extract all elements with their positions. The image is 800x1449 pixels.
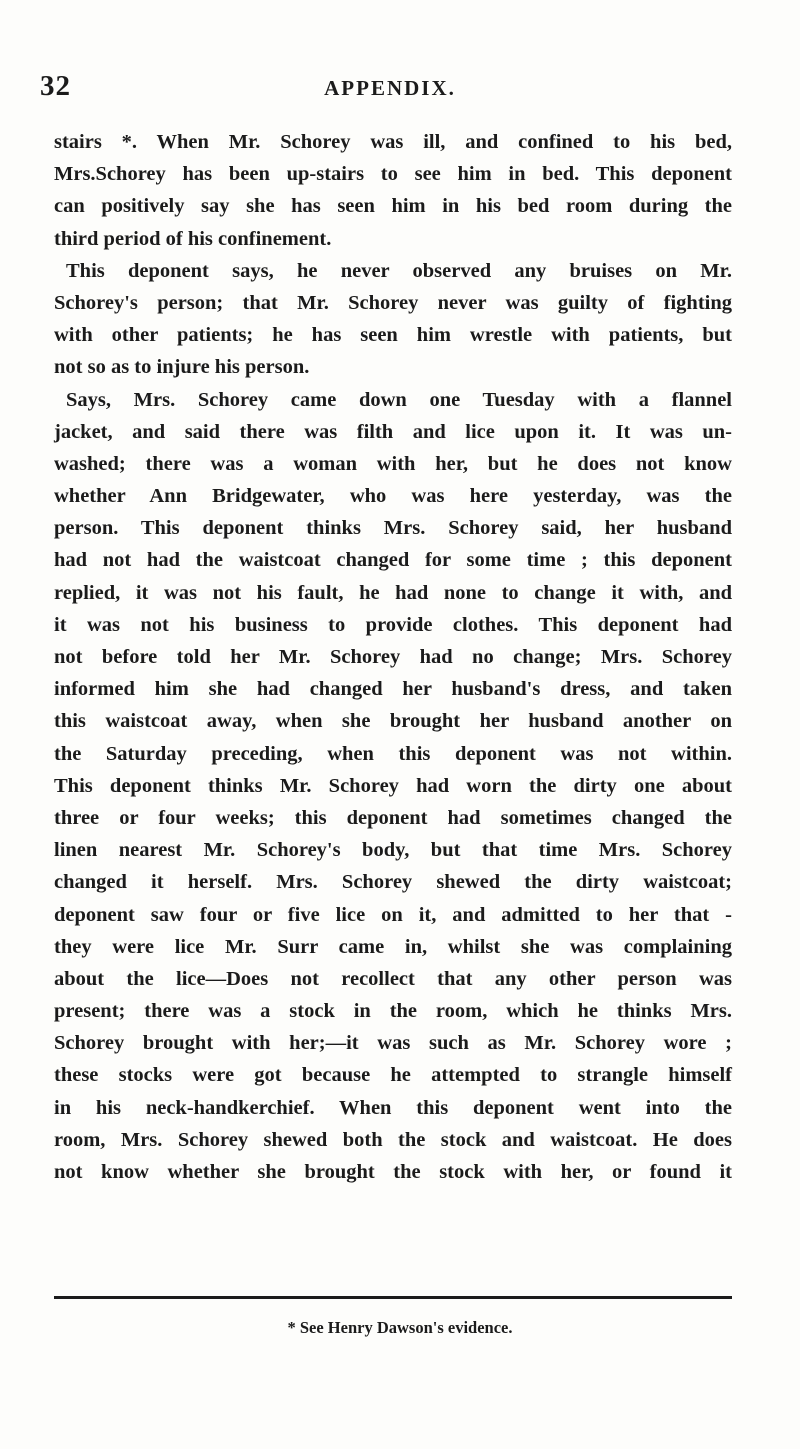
text-line: jacket, and said there was filth and lice upon it. It was un- [54,420,732,443]
text-line: deponent saw four or five lice on it, and admitted to her that - [54,903,732,926]
text-line: present; there was a stock in the room, which he thinks Mrs. [54,1000,732,1023]
text-line: replied, it was not his fault, he had none to change it with, and [54,581,732,604]
body-text [54,126,732,1188]
text-line: washed; there was a woman with her, but he does not know [54,452,732,475]
text-line: in his neck-handkerchief. When this deponent went into the [54,1096,732,1119]
text-line: Schorey brought with her;—it was such as Mr. Schorey wore ; [54,1032,732,1055]
text-line: this waistcoat away, when she brought her husband another on [54,710,732,733]
text-line: had not had the waistcoat changed for some time ; this deponent [54,549,732,572]
text-line: third period of his confinement. [54,227,332,250]
text-line: room, Mrs. Schorey shewed both the stock and waistcoat. He does [54,1128,732,1151]
text-line: This deponent thinks Mr. Schorey had worn the dirty one about [54,774,732,797]
page-header [40,70,740,110]
text-line: about the lice—Does not recollect that any other person was [54,967,732,990]
text-line: changed it herself. Mrs. Schorey shewed the dirty waistcoat; [54,871,732,894]
running-head: APPENDIX. [324,76,456,100]
text-line: they were lice Mr. Surr came in, whilst she was complaining [54,935,732,958]
text-line: with other patients; he has seen him wrestle with patients, but [54,324,732,347]
text-line: person. This deponent thinks Mrs. Schorey said, her husband [54,517,732,540]
text-line: not so as to injure his person. [54,356,310,379]
footnote: * See Henry Dawson's evidence. [287,1318,513,1337]
text-line: these stocks were got because he attempted to strangle himself [54,1064,732,1087]
text-line: it was not his business to provide clothes. This deponent had [54,613,732,636]
page-number: 32 [40,70,71,102]
text-line: stairs *. When Mr. Schorey was ill, and confined to his bed, [54,131,732,153]
text-line: linen nearest Mr. Schorey's body, but that time Mrs. Schorey [54,839,732,862]
text-line: Says, Mrs. Schorey came down one Tuesday with a flannel [66,388,732,411]
text-line: the Saturday preceding, when this deponent was not within. [54,742,732,765]
text-line: can positively say she has seen him in his bed room during the [54,195,732,218]
footnote-divider [54,1296,732,1299]
text-line: Mrs.Schorey has been up-stairs to see him in bed. This deponent [54,163,732,186]
text-line: not know whether she brought the stock with her, or found it [54,1161,732,1183]
text-line: This deponent says, he never observed any bruises on Mr. [66,259,732,282]
text-line: informed him she had changed her husband's dress, and taken [54,678,732,701]
text-line: Schorey's person; that Mr. Schorey never was guilty of fighting [54,291,732,314]
text-line: not before told her Mr. Schorey had no change; Mrs. Schorey [54,646,732,668]
text-line: three or four weeks; this deponent had sometimes changed the [54,806,732,829]
text-line: whether Ann Bridgewater, who was here yesterday, was the [54,485,732,508]
